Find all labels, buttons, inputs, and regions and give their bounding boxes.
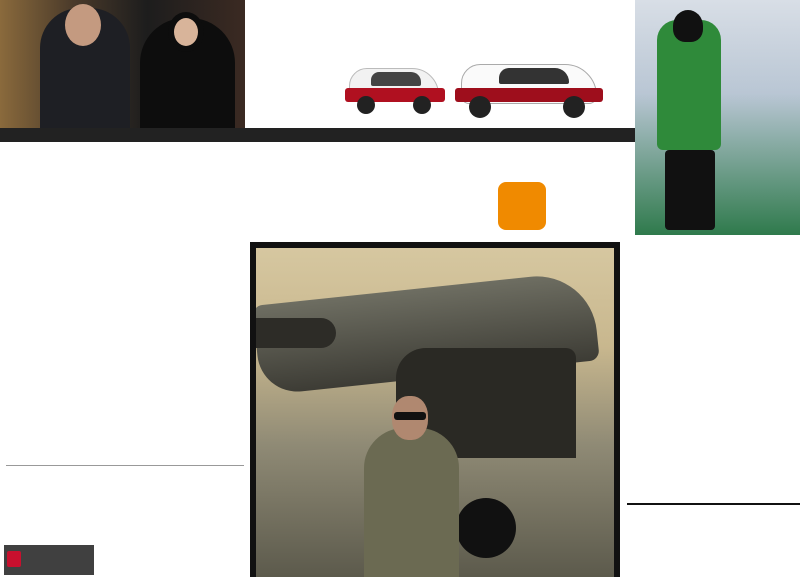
top-right-story[interactable] xyxy=(635,0,800,235)
left-divider xyxy=(6,465,244,466)
pilot-story[interactable] xyxy=(250,242,620,577)
masthead-logo-seven xyxy=(498,182,546,230)
right-column xyxy=(627,235,800,577)
left-column xyxy=(0,235,250,577)
man-head xyxy=(65,4,101,46)
player-legs xyxy=(665,150,715,230)
jet-nose xyxy=(256,318,336,348)
jamaran-logo-icon xyxy=(7,551,21,567)
main-body xyxy=(6,365,244,445)
top-left-story[interactable] xyxy=(245,0,335,128)
car-left xyxy=(341,64,451,116)
top-center-story[interactable] xyxy=(335,0,635,128)
right-column-box[interactable] xyxy=(627,503,800,577)
car-right xyxy=(455,58,605,120)
couple-photo xyxy=(0,0,245,128)
masthead-latin-strip xyxy=(0,128,635,142)
pilot-photo xyxy=(256,248,614,577)
masthead xyxy=(0,142,635,235)
woman-head xyxy=(168,12,204,52)
jamaran-watermark xyxy=(4,545,94,575)
pilot-figure xyxy=(364,428,459,577)
jet-wheel xyxy=(456,498,516,558)
player-head xyxy=(673,10,703,42)
pilot-sunglasses xyxy=(394,412,426,420)
